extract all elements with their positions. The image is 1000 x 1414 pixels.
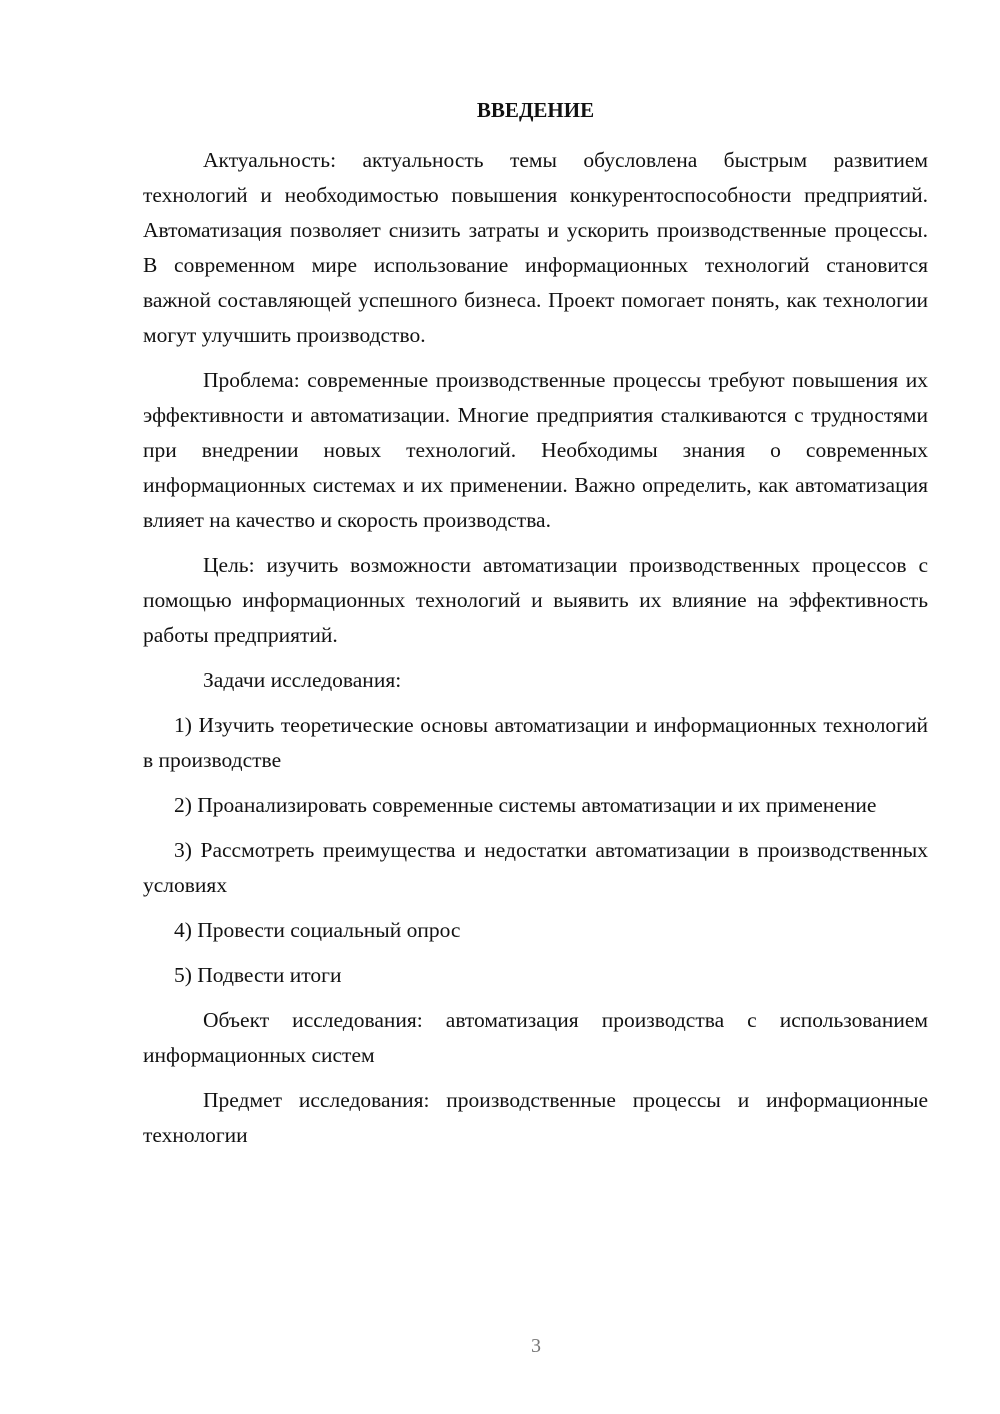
task-item-2: 2) Проанализировать современные системы автоматизации и их применение	[174, 793, 877, 817]
task-item-1: 1) Изучить теоретические основы автоматизации и информационных технологий в производстве	[143, 713, 928, 772]
page-title: ВВЕДЕНИЕ	[476, 98, 595, 122]
goal-paragraph: Цель: изучить возможности автоматизации производственных процессов с помощью информационных технологий и выявить их влияние на эффективность работы предприятий.	[143, 553, 928, 647]
task-item-5: 5) Подвести итоги	[174, 963, 342, 987]
page-number: 3	[531, 1335, 541, 1357]
subject-paragraph: Предмет исследования: производственные процессы и информационные технологии	[143, 1088, 928, 1147]
problem-paragraph: Проблема: современные производственные процессы требуют повышения их эффективности и автоматизации. Многие предприятия сталкиваются с трудностями при внедрении новых технологий. Необходимы знания о современных информационных системах и их применении. Важно определить, как автоматизация влияет на качество и скорость производства.	[143, 368, 928, 532]
object-paragraph: Объект исследования: автоматизация производства с использованием информационных систем	[143, 1008, 928, 1067]
page-content	[143, 91, 928, 1153]
task-item-3: 3) Рассмотреть преимущества и недостатки автоматизации в производственных условиях	[143, 838, 928, 897]
task-item-4: 4) Провести социальный опрос	[174, 918, 461, 942]
relevance-paragraph: Актуальность: актуальность темы обусловлена быстрым развитием технологий и необходимостью повышения конкурентоспособности предприятий. Автоматизация позволяет снизить затраты и ускорить производственные процессы. В современном мире использование информационных технологий становится важной составляющей успешного бизнеса. Проект помогает понять, как технологии могут улучшить производство.	[143, 148, 928, 347]
tasks-heading: Задачи исследования:	[203, 668, 402, 692]
